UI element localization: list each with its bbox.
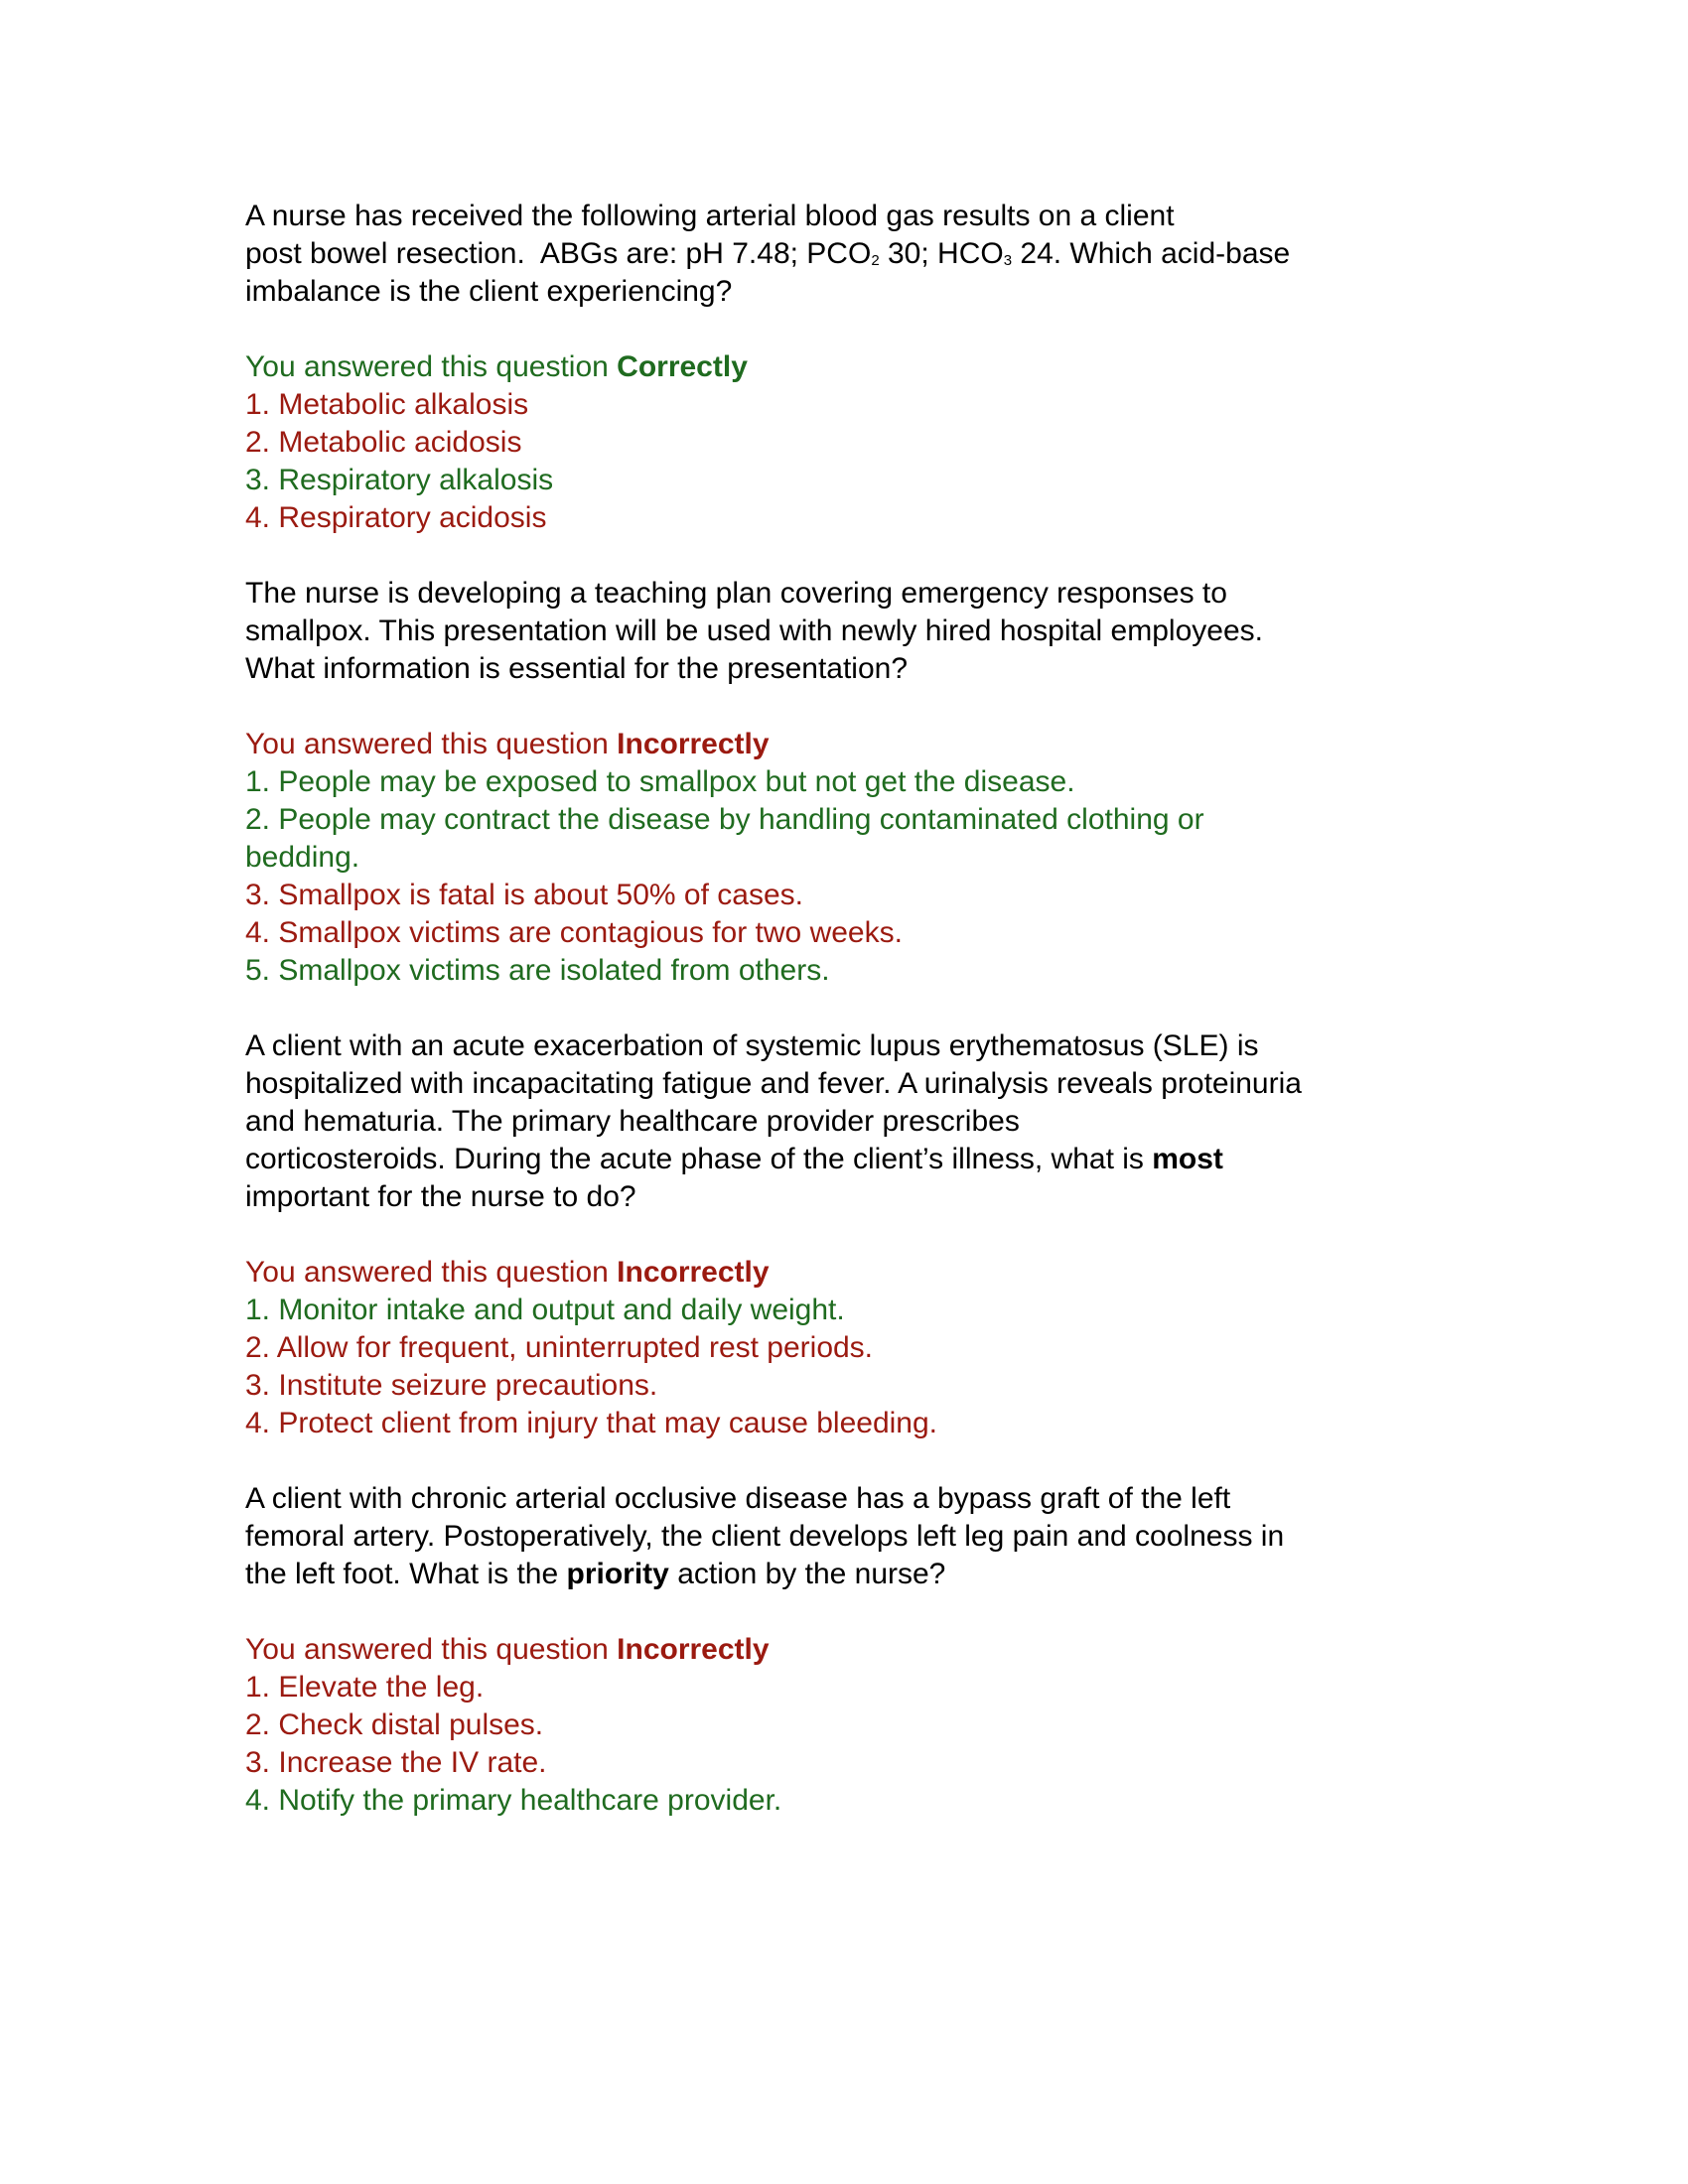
question-3-answers bbox=[245, 1254, 1536, 1442]
question-2-answers bbox=[245, 726, 1536, 990]
question-2-stem bbox=[245, 575, 1536, 688]
question-text: the left foot. What is the priority action by the nurse? bbox=[245, 1558, 946, 1590]
answer-option: 4. Smallpox victims are contagious for two weeks. bbox=[245, 916, 903, 949]
question-text: hospitalized with incapacitating fatigue and fever. A urinalysis reveals proteinuria bbox=[245, 1067, 1302, 1100]
question-text: and hematuria. The primary healthcare provider prescribes bbox=[245, 1105, 1020, 1138]
question-3-stem bbox=[245, 1027, 1536, 1216]
question-1-answers bbox=[245, 348, 1536, 537]
question-text: A client with an acute exacerbation of systemic lupus erythematosus (SLE) is bbox=[245, 1029, 1259, 1062]
question-text: A client with chronic arterial occlusive disease has a bypass graft of the left bbox=[245, 1482, 1231, 1515]
question-text: A nurse has received the following arterial blood gas results on a client bbox=[245, 200, 1175, 232]
answer-option: 3. Respiratory alkalosis bbox=[245, 464, 554, 496]
question-text: post bowel resection. ABGs are: pH 7.48; $PCO_2$ 30; $HCO_3$ 24. Which acid-base bbox=[245, 237, 1291, 270]
question-text: femoral artery. Postoperatively, the client develops left leg pain and coolness in bbox=[245, 1520, 1285, 1553]
answer-option: 4. Notify the primary healthcare provider. bbox=[245, 1784, 782, 1817]
answer-option: 4. Protect client from injury that may cause bleeding. bbox=[245, 1407, 938, 1439]
answer-option: 1. Elevate the leg. bbox=[245, 1671, 485, 1704]
answer-option: 5. Smallpox victims are isolated from others. bbox=[245, 954, 830, 987]
result-status: You answered this question Correctly bbox=[245, 350, 748, 383]
answer-option: 3. Increase the IV rate. bbox=[245, 1746, 547, 1779]
answer-option: 1. Metabolic alkalosis bbox=[245, 388, 529, 421]
answer-option: bedding. bbox=[245, 841, 360, 874]
answer-option: 2. Check distal pulses. bbox=[245, 1708, 544, 1741]
answer-option: 2. Allow for frequent, uninterrupted rest periods. bbox=[245, 1331, 874, 1364]
question-4-answers bbox=[245, 1631, 1536, 1820]
answer-option: 4. Respiratory acidosis bbox=[245, 501, 547, 534]
result-status: You answered this question Incorrectly bbox=[245, 1256, 770, 1289]
question-text: important for the nurse to do? bbox=[245, 1180, 636, 1213]
question-1-stem bbox=[245, 198, 1536, 311]
question-4-stem bbox=[245, 1480, 1536, 1593]
question-text: What information is essential for the presentation? bbox=[245, 652, 909, 685]
answer-option: 1. People may be exposed to smallpox but not get the disease. bbox=[245, 765, 1075, 798]
question-text: The nurse is developing a teaching plan covering emergency responses to bbox=[245, 577, 1227, 610]
answer-option: 3. Smallpox is fatal is about 50% of cases. bbox=[245, 879, 803, 911]
answer-option: 3. Institute seizure precautions. bbox=[245, 1369, 658, 1402]
result-status: You answered this question Incorrectly bbox=[245, 1633, 770, 1666]
answer-option: 2. People may contract the disease by handling contaminated clothing or bbox=[245, 803, 1204, 836]
answer-option: 1. Monitor intake and output and daily weight. bbox=[245, 1294, 845, 1326]
question-text: corticosteroids. During the acute phase of the client’s illness, what is most bbox=[245, 1143, 1223, 1175]
document bbox=[245, 198, 1536, 1857]
answer-option: 2. Metabolic acidosis bbox=[245, 426, 522, 459]
question-text: imbalance is the client experiencing? bbox=[245, 275, 733, 308]
question-text: smallpox. This presentation will be used with newly hired hospital employees. bbox=[245, 614, 1263, 647]
result-status: You answered this question Incorrectly bbox=[245, 728, 770, 760]
